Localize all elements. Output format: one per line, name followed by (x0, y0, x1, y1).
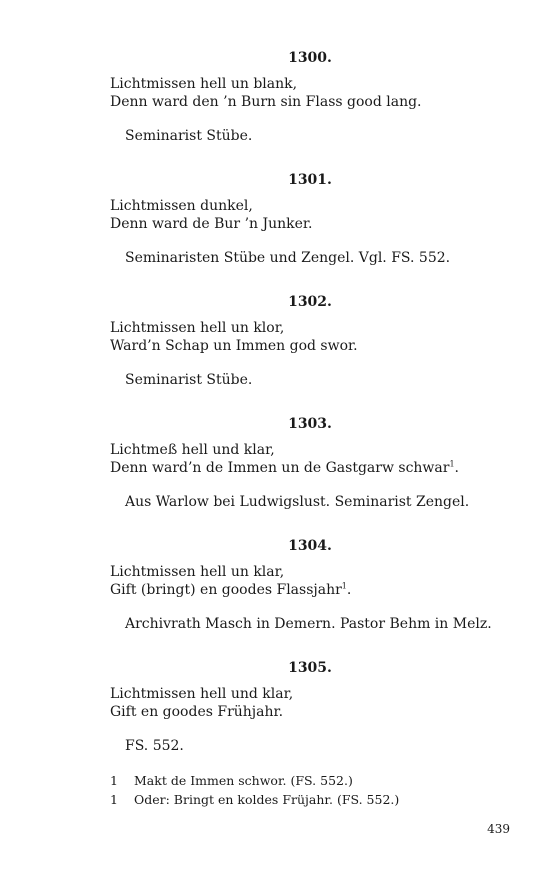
footnote-mark: 1 (110, 773, 118, 788)
source-attribution: FS. 552. (125, 738, 184, 754)
verse (110, 319, 510, 355)
entry-1305 (110, 660, 510, 755)
footnotes (110, 771, 510, 809)
verse-line: Lichtmeß hell und klar, (110, 442, 275, 458)
verse (110, 685, 510, 721)
entry-number: 1300. (288, 50, 332, 66)
entry-number: 1302. (288, 294, 332, 310)
verse-line: Lichtmissen hell un klar, (110, 564, 285, 580)
verse (110, 441, 510, 477)
source-attribution: Seminarist Stübe. (125, 372, 253, 388)
verse (110, 197, 510, 233)
footnote-text: Makt de Immen schwor. (FS. 552.) (134, 773, 353, 788)
verse-line-punctuation: . (454, 460, 459, 476)
page-body (110, 50, 510, 755)
footnote (110, 790, 510, 809)
entry-1300 (110, 50, 510, 145)
source-attribution: Seminaristen Stübe und Zengel. Vgl. FS. 552. (125, 250, 451, 266)
page-number: 439 (487, 822, 510, 836)
entry-number: 1304. (288, 538, 332, 554)
entry-number: 1305. (288, 660, 332, 676)
verse-line (110, 459, 510, 477)
verse-line-punctuation: . (346, 582, 352, 598)
entry-1301 (110, 172, 510, 267)
verse-line-text: Denn ward’n de Immen un de Gastgarw schwar (110, 460, 450, 476)
entry-number: 1303. (288, 416, 332, 432)
source-attribution: Archivrath Masch in Demern. Pastor Behm in Melz. (125, 616, 492, 632)
entry-1303 (110, 416, 510, 511)
verse-line (110, 581, 510, 599)
entry-1304 (110, 538, 510, 633)
verse-line: Ward’n Schap un Immen god swor. (110, 338, 358, 354)
footnote (110, 771, 510, 790)
footnote-mark: 1 (110, 792, 118, 807)
source-attribution: Seminarist Stübe. (125, 128, 253, 144)
verse-line: Denn ward den ’n Burn sin Flass good lang. (110, 94, 422, 110)
verse-line: Lichtmissen hell un blank, (110, 76, 298, 92)
verse (110, 75, 510, 111)
verse-line: Denn ward de Bur ’n Junker. (110, 216, 313, 232)
verse-line-text: Gift (bringt) en goodes Flassjahr (110, 582, 342, 598)
source-attribution: Aus Warlow bei Ludwigslust. Seminarist Zengel. (125, 494, 470, 510)
verse-line: Gift en goodes Frühjahr. (110, 704, 284, 720)
entry-1302 (110, 294, 510, 389)
verse-line: Lichtmissen dunkel, (110, 198, 253, 214)
verse-line: Lichtmissen hell un klor, (110, 320, 285, 336)
footnote-reference[interactable]: 1 (449, 459, 455, 469)
entry-number: 1301. (288, 172, 332, 188)
footnote-text: Oder: Bringt en koldes Früjahr. (FS. 552.) (134, 792, 400, 807)
verse-line: Lichtmissen hell und klar, (110, 686, 294, 702)
verse (110, 563, 510, 599)
footnote-reference[interactable]: 1 (341, 581, 347, 591)
